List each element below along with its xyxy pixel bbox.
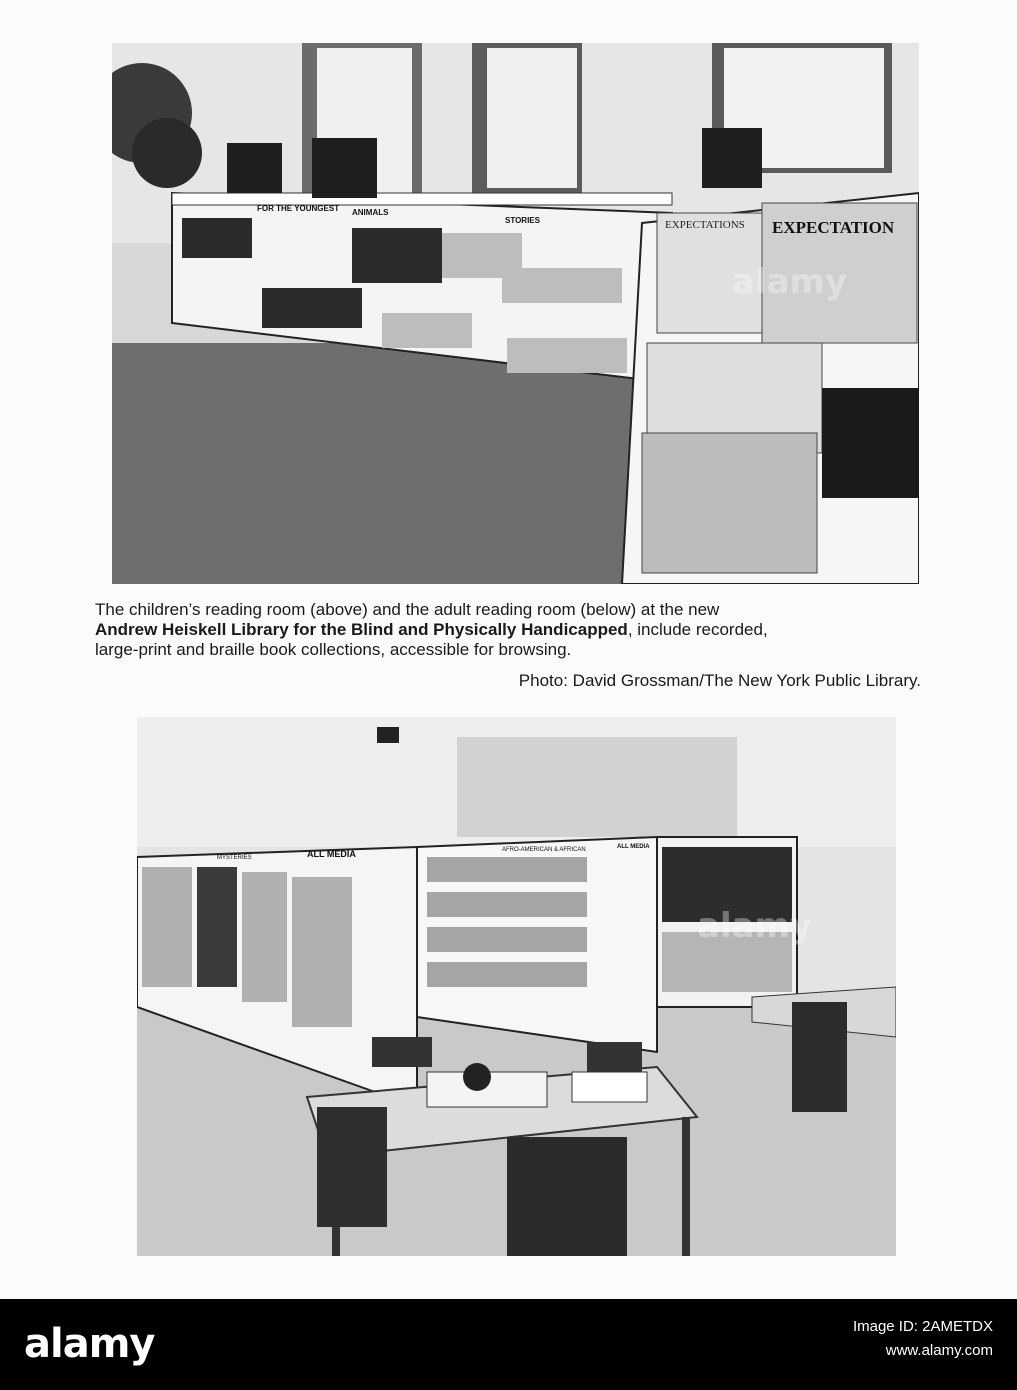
alamy-logo[interactable]: alamy [24,1321,155,1367]
caption-line-3: large-print and braille book collections, accessible for browsing. [95,640,572,659]
photo-credit: Photo: David Grossman/The New York Public Library. [518,671,921,690]
footer-meta [853,1315,993,1363]
caption-line-2-rest: , include recorded, [627,620,768,639]
shelf-label-youngest: FOR THE YOUNGEST [257,204,340,213]
book-title-expectations: EXPECTATIONS [665,219,745,231]
library-name: Andrew Heiskell Library for the Blind and Physically Handicapped [95,620,628,639]
shelf-label-animals: ANIMALS [352,208,389,217]
children-room-scene [112,43,919,584]
adult-room-scene [137,717,896,1256]
caption-line-1: The children’s reading room (above) and the adult reading room (below) at the new [95,600,720,619]
shelf-label-mysteries: MYSTERIES [217,855,252,861]
watermark: alamy [732,262,848,302]
stock-footer [0,1299,1017,1390]
image-id: Image ID: 2AMETDX [852,1318,993,1335]
site-url[interactable]: www.alamy.com [885,1342,993,1359]
children-reading-room-photo [112,43,919,584]
watermark-bottom: alamy [697,906,813,946]
shelf-label-all-media-right: ALL MEDIA [617,844,650,850]
photo-caption [95,600,935,660]
book-title-expectation: EXPECTATION [772,218,895,237]
adult-reading-room-photo [137,717,896,1256]
shelf-label-all-media-left: ALL MEDIA [307,849,356,859]
shelf-label-afro-american: AFRO-AMERICAN & AFRICAN [502,847,586,853]
shelf-label-stories: STORIES [505,216,540,225]
